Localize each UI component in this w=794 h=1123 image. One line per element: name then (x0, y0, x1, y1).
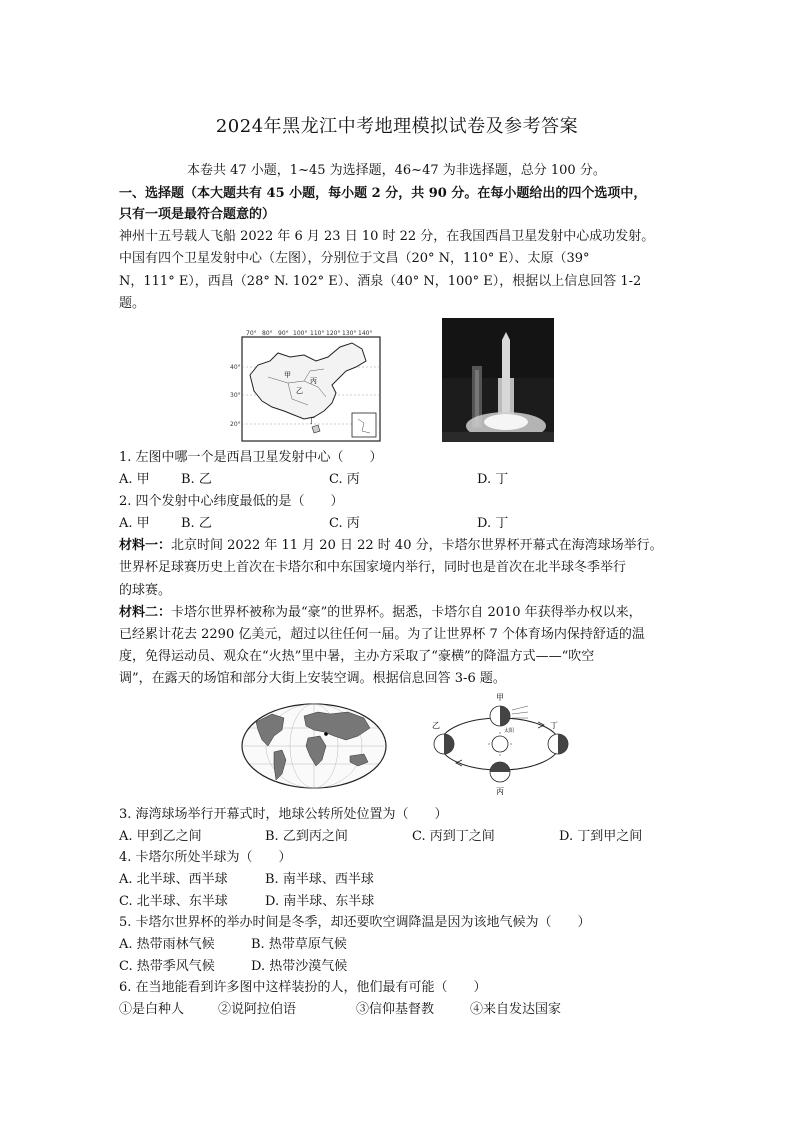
material-1-line (119, 537, 663, 555)
material-2-line: 调”，在露天的场馆和部分大街上安装空调。根据信息回答 3-6 题。 (119, 671, 506, 686)
q3-option-b[interactable]: B. 乙到丙之间 (265, 829, 348, 844)
map-label-yi: 乙 (296, 387, 303, 395)
q1-option-d[interactable]: D. 丁 (477, 472, 509, 487)
sun-icon (492, 736, 508, 752)
section-heading-cont: 只有一项是最符合题意的） (119, 207, 276, 222)
q1-option-c[interactable]: C. 丙 (329, 472, 360, 487)
q1-option-a[interactable]: A. 甲 (119, 472, 150, 487)
q4-option-d[interactable]: D. 南半球、东半球 (265, 894, 375, 909)
q2-option-b[interactable]: B. 乙 (181, 516, 212, 531)
map-lon-label: 120° (326, 330, 341, 337)
q4-option-b[interactable]: B. 南半球、西半球 (265, 872, 374, 887)
q5-option-a[interactable]: A. 热带雨林气候 (119, 937, 215, 952)
map-lat-label: 30° (230, 392, 241, 399)
map-lon-label: 80° (262, 330, 273, 337)
q2-option-c[interactable]: C. 丙 (329, 516, 360, 531)
passage-line: 题。 (119, 296, 146, 311)
map-lon-label: 130° (342, 330, 357, 337)
map-lat-label: 20° (230, 421, 241, 428)
q3-option-c[interactable]: C. 丙到丁之间 (412, 829, 495, 844)
orbit-label-bing: 丙 (496, 787, 504, 796)
map-lon-label: 100° (293, 330, 308, 337)
world-map-figure (238, 700, 390, 792)
question-5-stem: 5. 卡塔尔世界杯的举办时间是冬季，却还要吹空调降温是因为该地气候为（ ） (119, 915, 591, 930)
material-1-label: 材料一： (119, 538, 172, 553)
material-1-line: 世界杯足球赛历史上首次在卡塔尔和中东国家境内举行，同时也是首次在北半球冬季举行 (119, 560, 627, 575)
page-title: 2024年黑龙江中考地理模拟试卷及参考答案 (215, 116, 579, 137)
map-lat-label: 40° (230, 364, 241, 371)
material-2-line: 已经累计花去 2290 亿美元，超过以往任何一届。为了让世界杯 7 个体育场内保持舒适的温 (119, 627, 645, 642)
map-label-bing: 丙 (310, 377, 317, 385)
q4-option-a[interactable]: A. 北半球、西半球 (119, 872, 228, 887)
q3-option-a[interactable]: A. 甲到乙之间 (119, 829, 202, 844)
rocket-launch-photo (442, 318, 554, 442)
passage-line: 中国有四个卫星发射中心（左图），分别位于文昌（20° N，110° E）、太原（39° (119, 251, 590, 266)
question-4-stem: 4. 卡塔尔所处半球为（ ） (119, 850, 292, 865)
q5-option-d[interactable]: D. 热带沙漠气候 (251, 959, 348, 974)
q6-option-1[interactable]: ①是白种人 (119, 1002, 185, 1017)
question-3-stem: 3. 海湾球场举行开幕式时，地球公转所处位置为（ ） (119, 807, 448, 822)
q1-option-b[interactable]: B. 乙 (181, 472, 212, 487)
material-1-text: 北京时间 2022 年 11 月 20 日 22 时 40 分，卡塔尔世界杯开幕式在海湾球场举行。 (171, 538, 663, 553)
material-2-line: 度，免得运动员、观众在“火热”里中暑，主办方采取了“豪横”的降温方式——“吹空 (119, 649, 595, 664)
material-2-line (119, 604, 642, 622)
material-1-line: 的球赛。 (119, 583, 172, 598)
material-2-label: 材料二： (119, 605, 172, 620)
section-heading: 一、选择题（本大题共有 45 小题，每小题 2 分，共 90 分。在每小题给出的四个选项中， (119, 186, 647, 201)
q4-option-c[interactable]: C. 北半球、东半球 (119, 894, 228, 909)
intro-text: 本卷共 47 小题，1~45 为选择题，46~47 为非选择题，总分 100 分。 (187, 163, 606, 178)
map-lon-label: 70° (246, 330, 257, 337)
orbit-label-yi: 乙 (432, 721, 440, 730)
passage-line: 神州十五号载人飞船 2022 年 6 月 23 日 10 时 22 分，在我国西昌卫星发射中心成功发射。 (119, 229, 655, 244)
earth-orbit-diagram (428, 688, 578, 798)
material-2-text: 卡塔尔世界杯被称为最“豪”的世界杯。据悉，卡塔尔自 2010 年获得举办权以来， (171, 605, 642, 620)
map-lon-label: 110° (310, 330, 325, 337)
q5-option-b[interactable]: B. 热带草原气候 (251, 937, 347, 952)
map-label-ding: 丁 (308, 417, 315, 425)
sun-label: 太阳 (504, 728, 515, 734)
map-lon-label: 90° (278, 330, 289, 337)
orbit-label-ding: 丁 (550, 721, 558, 730)
q6-option-4[interactable]: ④来自发达国家 (470, 1002, 562, 1017)
map-lon-label: 140° (358, 330, 373, 337)
q2-option-a[interactable]: A. 甲 (119, 516, 150, 531)
orbit-label-jia: 甲 (496, 693, 504, 702)
question-6-stem: 6. 在当地能看到许多图中这样装扮的人，他们最有可能（ ） (119, 980, 487, 995)
passage-line: N，111° E），西昌（28° N. 102° E）、酒泉（40° N，100° E），根据以上信息回答 1-2 (119, 274, 642, 289)
question-1-stem: 1. 左图中哪一个是西昌卫星发射中心（ ） (119, 450, 383, 465)
q5-option-c[interactable]: C. 热带季风气候 (119, 959, 215, 974)
q3-option-d[interactable]: D. 丁到甲之间 (559, 829, 643, 844)
q6-option-2[interactable]: ②说阿拉伯语 (218, 1002, 297, 1017)
q2-option-d[interactable]: D. 丁 (477, 516, 509, 531)
q6-option-3[interactable]: ③信仰基督教 (356, 1002, 435, 1017)
china-map-figure (228, 327, 386, 445)
map-label-jia: 甲 (284, 371, 291, 379)
question-2-stem: 2. 四个发射中心纬度最低的是（ ） (119, 494, 344, 509)
